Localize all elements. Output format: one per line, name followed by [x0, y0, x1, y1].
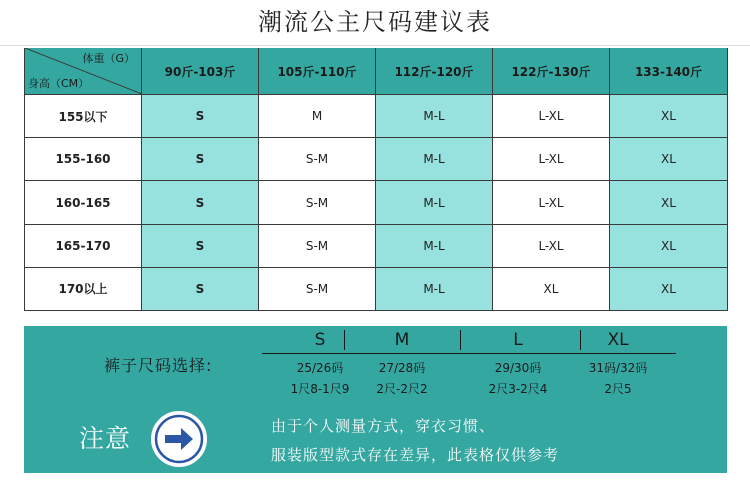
pants-length-value: 2尺3-2尺4 — [488, 382, 548, 396]
pants-size-name: XL — [607, 330, 629, 350]
size-chart-header-row — [25, 48, 728, 95]
weight-axis-label: 体重（G） — [82, 52, 135, 65]
arrow-right-icon-graphic — [153, 413, 205, 465]
height-cell: 155以下 — [25, 95, 142, 138]
height-axis-label: 身高（CM） — [28, 77, 90, 91]
size-chart-table — [24, 48, 728, 311]
pants-size-panel — [24, 326, 727, 473]
size-cell: L-XL — [493, 138, 610, 181]
size-cell: M — [259, 95, 376, 138]
size-cell: L-XL — [493, 181, 610, 224]
weight-column-header: 133-140斤 — [610, 48, 728, 95]
size-cell: XL — [610, 267, 728, 310]
pants-length-value: 2尺-2尺2 — [376, 382, 428, 396]
size-cell: S — [142, 267, 259, 310]
height-cell: 170以上 — [25, 267, 142, 310]
pants-size-name: S — [314, 330, 326, 350]
height-cell: 160-165 — [25, 181, 142, 224]
pants-length-value: 1尺8-1尺9 — [290, 382, 350, 396]
pants-waist-value: 29/30码 — [494, 361, 542, 375]
pants-size-name: M — [394, 330, 410, 350]
corner-cell — [25, 48, 142, 95]
table-row — [25, 95, 728, 138]
size-cell: XL — [610, 95, 728, 138]
title-divider — [0, 45, 750, 46]
weight-column-header: 122斤-130斤 — [493, 48, 610, 95]
size-cell: S-M — [259, 181, 376, 224]
size-cell: S-M — [259, 224, 376, 267]
pants-size-label: 裤子尺码选择: — [104, 356, 213, 375]
size-cell: L-XL — [493, 224, 610, 267]
height-cell: 155-160 — [25, 138, 142, 181]
pants-size-column — [344, 326, 460, 400]
size-cell: M-L — [376, 181, 493, 224]
height-cell: 165-170 — [25, 224, 142, 267]
weight-column-header: 105斤-110斤 — [259, 48, 376, 95]
size-cell: S-M — [259, 138, 376, 181]
size-cell: S — [142, 95, 259, 138]
pants-waist-value: 31码/32码 — [588, 361, 648, 375]
size-cell: M-L — [376, 138, 493, 181]
size-cell: M-L — [376, 224, 493, 267]
size-cell: XL — [610, 224, 728, 267]
size-cell: S — [142, 224, 259, 267]
page-title: 潮流公主尺码建议表 — [258, 8, 492, 36]
size-cell: XL — [610, 138, 728, 181]
table-row — [25, 138, 728, 181]
pants-length-value: 2尺5 — [604, 382, 632, 396]
size-cell: M-L — [376, 95, 493, 138]
size-cell: S-M — [259, 267, 376, 310]
table-row — [25, 224, 728, 267]
pants-size-name: L — [513, 330, 523, 350]
size-cell: L-XL — [493, 95, 610, 138]
table-row — [25, 267, 728, 310]
pants-waist-value: 25/26码 — [296, 361, 344, 375]
pants-size-column — [560, 326, 676, 400]
pants-waist-value: 27/28码 — [378, 361, 426, 375]
notice-label: 注意 — [79, 424, 132, 453]
notice-text-line-2: 服装版型款式存在差异，此表格仅供参考 — [271, 446, 560, 464]
size-cell: XL — [493, 267, 610, 310]
size-cell: S — [142, 181, 259, 224]
size-cell: M-L — [376, 267, 493, 310]
table-row — [25, 181, 728, 224]
weight-column-header: 112斤-120斤 — [376, 48, 493, 95]
arrow-right-icon — [151, 411, 207, 467]
weight-column-header: 90斤-103斤 — [142, 48, 259, 95]
pants-size-column — [460, 326, 576, 400]
notice-text-line-1: 由于个人测量方式，穿衣习惯、 — [271, 417, 496, 435]
size-cell: XL — [610, 181, 728, 224]
size-cell: S — [142, 138, 259, 181]
